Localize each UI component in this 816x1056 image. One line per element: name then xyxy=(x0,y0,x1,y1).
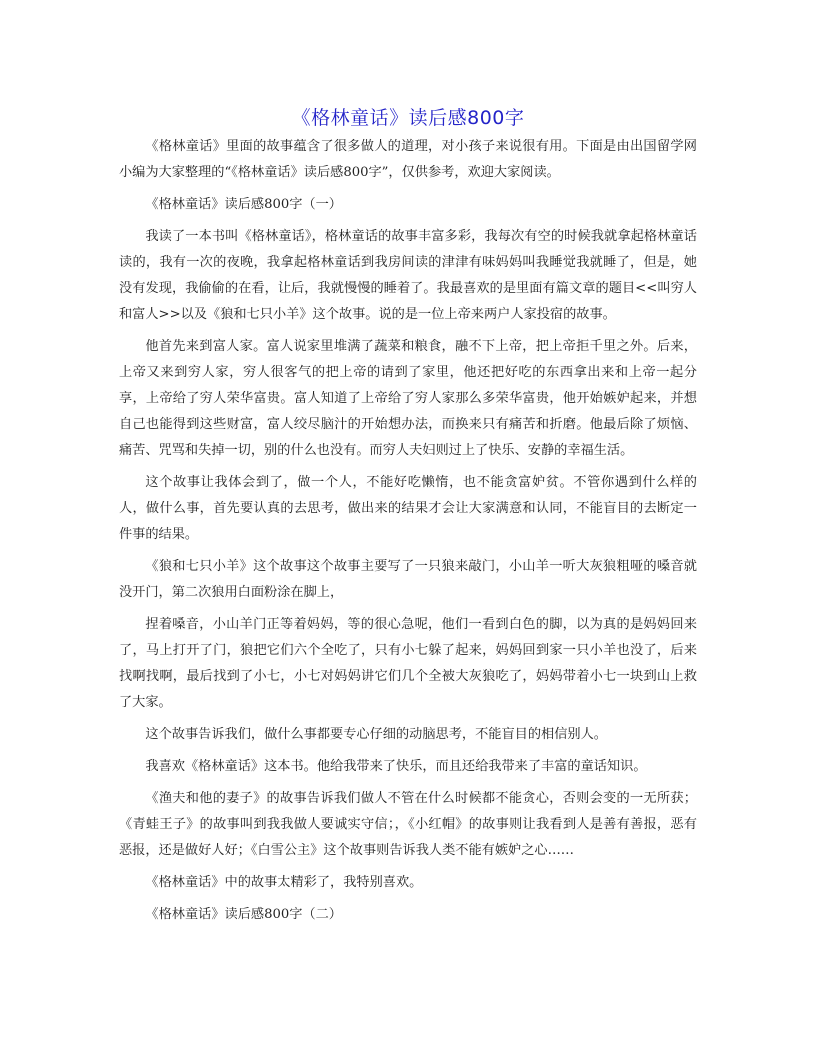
paragraph: 《狼和七只小羊》这个故事这个故事主要写了一只狼来敲门，小山羊一听大灰狼粗哑的嗓音就没开门，第二次狼用白面粉涂在脚上， xyxy=(119,559,697,600)
section-heading-1: 《格林童话》读后感800字（一） xyxy=(145,197,342,212)
paragraph: 这个故事告诉我们，做什么事都要专心仔细的动脑思考，不能盲目的相信别人。 xyxy=(145,727,607,742)
paragraph: 《格林童话》中的故事太精彩了，我特别喜欢。 xyxy=(145,875,423,890)
paragraph: 这个故事让我体会到了，做一个人，不能好吃懒惰，也不能贪富妒贫。不管你遇到什么样的人，做什么事，首先要认真的去思考，做出来的结果才会让大家满意和认同，不能盲目的去断定一件事的结果。 xyxy=(119,475,697,542)
paragraph: 《渔夫和他的妻子》的故事告诉我们做人不管在什么时候都不能贪心，否则会变的一无所获；《青蛙王子》的故事叫到我我做人要诚实守信；，《小红帽》的故事则让我看到人是善有善报，恶有恶报，还是做好人好；《白雪公主》这个故事则告诉我人类不能有嫉妒之心…… xyxy=(119,791,697,858)
section-heading-2: 《格林童话》读后感800字（二） xyxy=(145,907,342,922)
paragraph: 捏着嗓音，小山羊门正等着妈妈，等的很心急呢，他们一看到白色的脚，以为真的是妈妈回来了，马上打开了门，狼把它们六个全吃了，只有小七躲了起来，妈妈回到家一只小羊也没了，后来找啊找啊，最后找到了小七，小七对妈妈讲它们几个全被大灰狼吃了，妈妈带着小七一块到山上救了大家。 xyxy=(119,617,697,710)
paragraph: 他首先来到富人家。富人说家里堆满了蔬菜和粮食，融不下上帝，把上帝拒千里之外。后来，上帝又来到穷人家，穷人很客气的把上帝的请到了家里，他还把好吃的东西拿出来和上帝一起分享，上帝给了穷人荣华富贵。富人知道了上帝给了穷人家那么多荣华富贵，他开始嫉妒起来，并想自己也能得到这些财富，富人绞尽脑汁的开始想办法，而换来只有痛苦和折磨。他最后除了烦恼、痛苦、咒骂和失掉一切，别的什么也没有。而穷人夫妇则过上了快乐、安静的幸福生活。 xyxy=(119,339,697,458)
paragraph-intro: 《格林童话》里面的故事蕴含了很多做人的道理，对小孩子来说很有用。下面是由出国留学网小编为大家整理的“《格林童话》读后感800字”，仅供参考，欢迎大家阅读。 xyxy=(119,139,697,180)
document-body xyxy=(119,134,697,934)
paragraph: 我喜欢《格林童话》这本书。他给我带来了快乐，而且还给我带来了丰富的童话知识。 xyxy=(145,759,647,774)
paragraph: 我读了一本书叫《格林童话》，格林童话的故事丰富多彩，我每次有空的时候我就拿起格林童话读的，我有一次的夜晚，我拿起格林童话到我房间读的津津有味妈妈叫我睡觉我就睡了，但是，她没有发现，我偷偷的在看，让后，我就慢慢的睡着了。我最喜欢的是里面有篇文章的题目<<叫穷人和富人>>以及《狼和七只小羊》这个故事。说的是一位上帝来两户人家投宿的故事。 xyxy=(119,229,697,322)
document-title: 《格林童话》读后感800字 xyxy=(291,107,525,129)
